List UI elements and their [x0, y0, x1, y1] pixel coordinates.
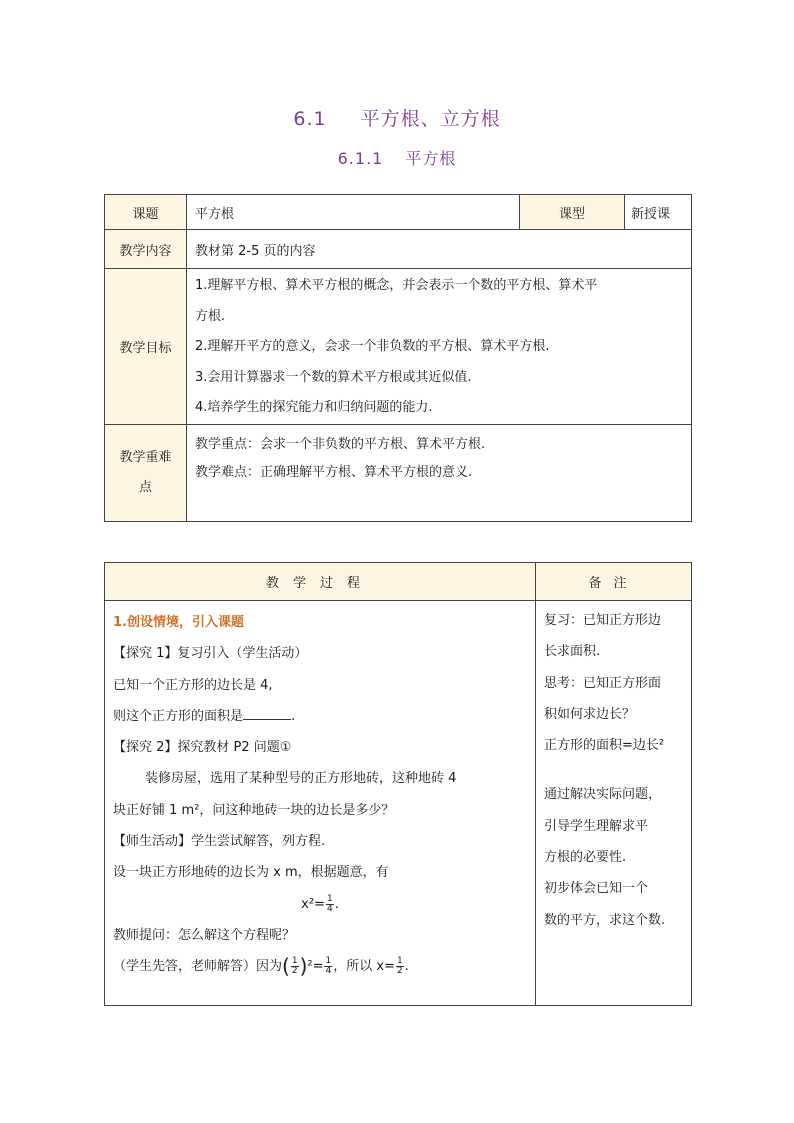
- key-points-label: [105, 424, 187, 521]
- objectives-list: [187, 269, 691, 424]
- problem-line: 装修房屋，选用了某种型号的正方形地砖，这种地砖 4: [145, 771, 457, 787]
- numerator: 1: [396, 956, 403, 967]
- answer-text: （学生先答，老师解答）因为: [113, 959, 283, 975]
- title-number: 6.1: [293, 108, 327, 130]
- numerator: 1: [291, 956, 298, 967]
- eq-lhs: x²=: [301, 896, 325, 912]
- note-line: 数的平方，求这个数.: [544, 912, 666, 928]
- key-point-line: 教学重点：会求一个非负数的平方根、算术平方根.: [195, 436, 486, 452]
- period: .: [334, 896, 339, 912]
- subtitle-number: 6.1.1: [337, 149, 384, 168]
- denominator: 4: [326, 903, 333, 914]
- paren-close: ): [299, 954, 308, 979]
- numerator: 1: [326, 893, 333, 904]
- note-line: 长求面积.: [544, 644, 601, 660]
- answer-text: ，所以 x=: [333, 959, 395, 975]
- key-label-line: 点: [138, 479, 152, 495]
- content-label: 教学内容: [105, 230, 187, 269]
- objectives-label: 教学目标: [105, 269, 187, 425]
- objective-line: 3.会用计算器求一个数的算术平方根或其近似值.: [195, 369, 472, 385]
- type-label: 课型: [520, 195, 625, 230]
- denominator: 2: [291, 966, 298, 977]
- equation: [113, 889, 527, 920]
- note-line: 通过解决实际问题，: [544, 787, 662, 803]
- numerator: 1: [325, 956, 332, 967]
- objective-line: 4.培养学生的探究能力和归纳问题的能力.: [195, 400, 433, 415]
- fraction: [324, 957, 332, 976]
- question-line: 教师提问：怎么解这个方程呢？: [113, 927, 296, 943]
- teaching-process-table: [104, 562, 692, 1006]
- process-header: 教学过程: [105, 563, 536, 601]
- denominator: 2: [396, 966, 403, 977]
- note-line: 正方形的面积=边长²: [544, 738, 665, 754]
- notes-header: 备注: [536, 563, 692, 601]
- fraction: [291, 957, 299, 976]
- notes-cell: [536, 601, 692, 1006]
- answer-blank: [243, 705, 291, 720]
- fill-in-text: 则这个正方形的面积是: [113, 708, 244, 724]
- note-line: 初步体会已知一个: [544, 881, 649, 897]
- objective-line: 2.理解开平方的意义，会求一个非负数的平方根、算术平方根.: [195, 339, 550, 354]
- note-line: 思考：已知正方形面: [544, 675, 662, 691]
- objective-line: 1.理解平方根、算术平方根的概念，并会表示一个数的平方根、算术平: [195, 278, 598, 293]
- period: .: [404, 959, 409, 975]
- square-eq: ²=: [307, 959, 324, 975]
- key-label-line: 教学重难: [119, 449, 172, 465]
- explore-2: 【探究 2】探究教材 P2 问题①: [113, 740, 292, 756]
- lesson-value: 平方根: [187, 195, 520, 230]
- type-value: 新授课: [625, 195, 692, 230]
- lesson-info-table: [104, 194, 692, 522]
- setup-line: 设一块正方形地砖的边长为 x m，根据题意，有: [113, 865, 389, 881]
- key-points-cell: [187, 424, 692, 521]
- page-title: [0, 104, 794, 131]
- note-line: 积如何求边长？: [544, 706, 636, 722]
- objective-line: 方根.: [195, 308, 226, 324]
- answer-line: [113, 951, 527, 982]
- section-heading: 1.创设情境，引入课题: [113, 615, 244, 630]
- note-line: 方根的必要性.: [544, 850, 627, 866]
- title-text: 平方根、立方根: [360, 108, 501, 130]
- objectives-cell: [187, 269, 692, 425]
- subtitle-text: 平方根: [405, 149, 457, 168]
- teacher-activity: 【师生活动】学生尝试解答，列方程.: [113, 834, 326, 850]
- explore-1: 【探究 1】复习引入（学生活动）: [113, 646, 308, 662]
- lesson-label: 课题: [105, 195, 187, 230]
- page-subtitle: [0, 146, 794, 169]
- fraction: [326, 895, 334, 914]
- denominator: 4: [325, 966, 332, 977]
- fraction: [396, 957, 404, 976]
- problem-line: 块正好铺 1 m²，问这种地砖一块的边长是多少？: [113, 802, 395, 818]
- content-value: 教材第 2-5 页的内容: [187, 230, 692, 269]
- process-body-cell: [105, 601, 536, 1006]
- period: .: [291, 708, 296, 724]
- note-line: 复习：已知正方形边: [544, 613, 662, 628]
- text-line: [113, 701, 527, 732]
- text-line: 已知一个正方形的边长是 4,: [113, 677, 273, 693]
- key-point-line: 教学难点：正确理解平方根、算术平方根的意义.: [195, 464, 473, 480]
- note-line: 引导学生理解求平: [544, 818, 649, 834]
- paren-open: (: [282, 954, 290, 979]
